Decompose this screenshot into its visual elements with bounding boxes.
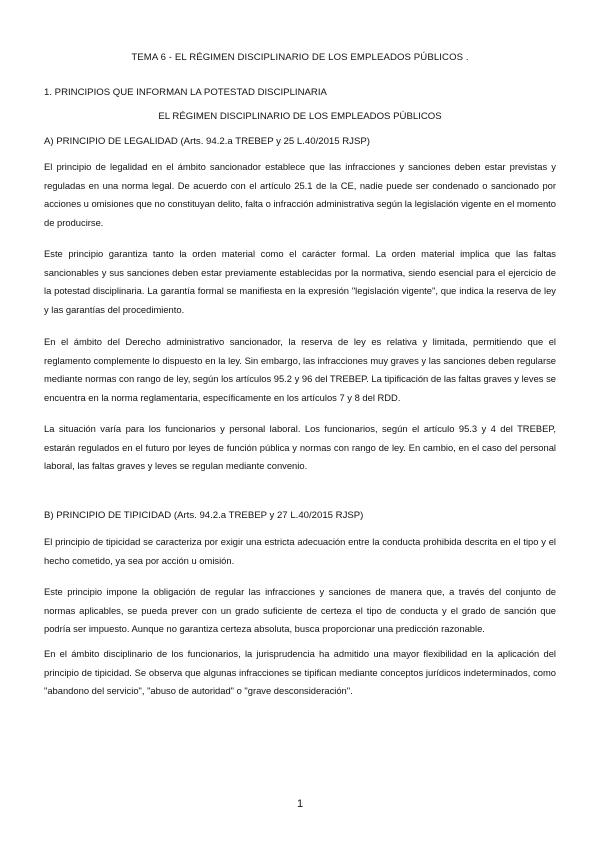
principle-a-heading: A) PRINCIPIO DE LEGALIDAD (Arts. 94.2.a TREBEP y 25 L.40/2015 RJSP)	[44, 136, 370, 147]
page-number: 1	[296, 798, 304, 810]
paragraph: El principio de tipicidad se caracteriza por exigir una estricta adecuación entre la conducta prohibida descrita en el tipo y el hecho cometido, ya sea por acción u omisión.	[44, 536, 556, 566]
section-1-heading: 1. PRINCIPIOS QUE INFORMAN LA POTESTAD DISCIPLINARIA	[44, 87, 327, 98]
paragraph: La situación varía para los funcionarios y personal laboral. Los funcionarios, según el artículo 95.3 y 4 del TREBEP, estarán regulados en el futuro por leyes de función pública y normas con rango de ley. En cambio, en el caso del personal laboral, las faltas graves y leves se regulan mediante convenio.	[44, 423, 556, 472]
paragraph: En el ámbito del Derecho administrativo sancionador, la reserva de ley es relativa y limitada, permitiendo que el reglamento complemente lo dispuesto en la ley. Sin embargo, las infracciones muy graves y las sanciones deben regularse mediante normas con rango de ley, según los artículos 95.2 y 96 del TREBEP. La tipificación de las faltas graves y leves se encuentra en la norma reglamentaria, específicamente en los artículos 7 y 8 del RDD.	[44, 336, 556, 403]
paragraph: Este principio garantiza tanto la orden material como el carácter formal. La orden material implica que las faltas sancionables y sus sanciones deben estar previamente establecidas por la normativa, siendo esencial para el ejercicio de la potestad disciplinaria. La garantía formal se manifiesta en la expresión "legislación vigente", que indica la reserva de ley y las garantías del procedimiento.	[44, 248, 556, 315]
paragraph: El principio de legalidad en el ámbito sancionador establece que las infracciones y sanciones deben estar previstas y reguladas en una norma legal. De acuerdo con el artículo 25.1 de la CE, nadie puede ser condenado o sancionado por acciones u omisiones que no constituyan delito, falta o infracción administrativa según la legislación vigente en el momento de producirse.	[44, 161, 556, 228]
section-1-subtitle: EL RÉGIMEN DISCIPLINARIO DE LOS EMPLEADOS PÚBLICOS	[158, 111, 442, 122]
document-title: TEMA 6 - EL RÉGIMEN DISCIPLINARIO DE LOS EMPLEADOS PÚBLICOS .	[131, 52, 469, 63]
principle-b-heading: B) PRINCIPIO DE TIPICIDAD (Arts. 94.2.a TREBEP y 27 L.40/2015 RJSP)	[44, 510, 364, 521]
paragraph: En el ámbito disciplinario de los funcionarios, la jurisprudencia ha admitido una mayor flexibilidad en la aplicación del principio de tipicidad. Se observa que algunas infracciones se tipifican mediante conceptos jurídicos indeterminados, como "abandono del servicio", "abuso de autoridad" o "grave desconsideración".	[44, 648, 556, 697]
paragraph: Este principio impone la obligación de regular las infracciones y sanciones de manera que, a través del conjunto de normas aplicables, se pueda prever con un grado suficiente de certeza el tipo de conducta y el grado de sanción que podría ser impuesto. Aunque no garantiza certeza absoluta, busca proporcionar una predicción razonable.	[44, 586, 556, 635]
